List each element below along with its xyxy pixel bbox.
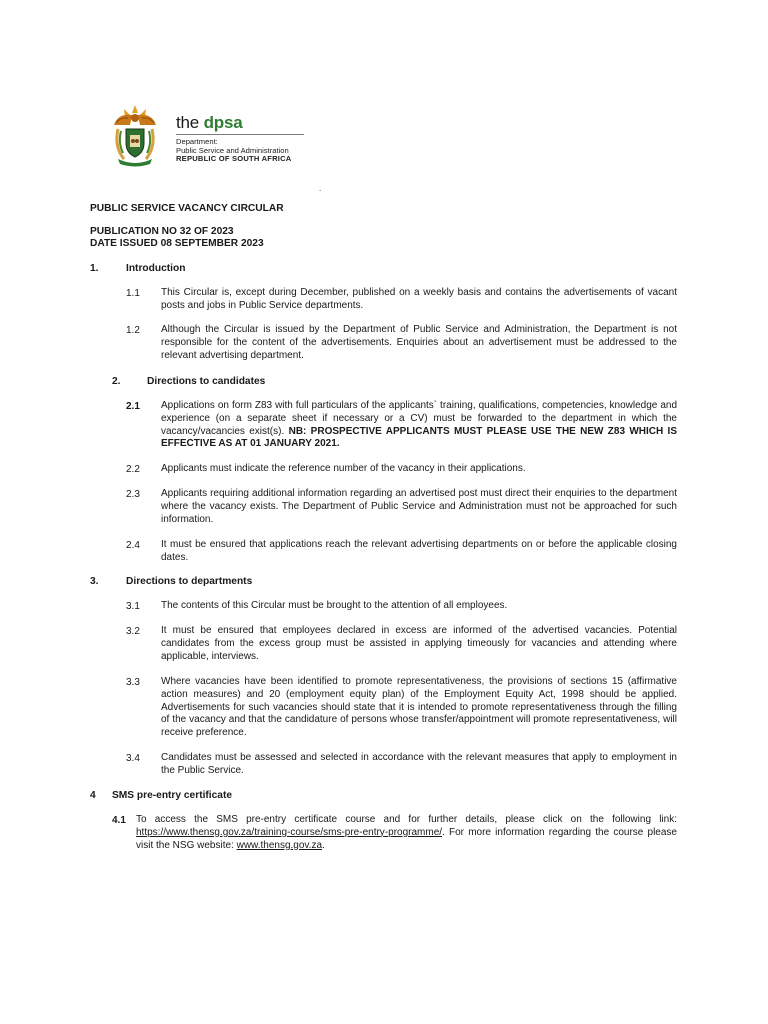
item-4-1-number: 4.1: [112, 815, 126, 826]
item-2-1-number: 2.1: [126, 401, 140, 412]
item-3-4-text: Candidates must be assessed and selected in accordance with the relevant measures that apply to employment in the Public Service.: [161, 752, 677, 776]
section-3-number: 3.: [90, 576, 99, 587]
publication-number: PUBLICATION NO 32 OF 2023: [90, 226, 234, 237]
department-name: [176, 138, 291, 164]
item-1-2-text: Although the Circular is issued by the Department of Public Service and Administration, the Department is not responsible for the content of the advertisements. Enquiries about an advertisement must be addressed to the relevant advertising department.: [161, 324, 677, 361]
item-3-3-number: 3.3: [126, 677, 140, 688]
brand-divider: [176, 134, 304, 135]
item-2-2-number: 2.2: [126, 464, 140, 475]
item-3-3-text: Where vacancies have been identified to promote representativeness, the provisions of sections 15 (affirmative action measures) and 20 (employment equity plan) of the Employment Equity Act, 1998 should be applied. Advertisements for such vacancies should state that it is intended to promote representativeness through the filling of the vacancy and that the candidature of persons whose transfer/appointment will promote representativeness, will receive preference.: [161, 676, 677, 739]
brand-name: [176, 113, 242, 133]
item-3-1-text: The contents of this Circular must be brought to the attention of all employees.: [161, 600, 508, 611]
section-2-title: Directions to candidates: [147, 376, 266, 387]
item-4-1-text: [136, 814, 677, 852]
stray-dot: .: [319, 184, 322, 193]
item-2-4-number: 2.4: [126, 540, 140, 551]
nsg-website-link[interactable]: www.thensg.gov.za: [236, 839, 323, 851]
item-4-1-lead: To access the SMS pre-entry certificate course and for further details, please click on the following link:: [136, 814, 677, 825]
item-2-1-body: Applications on form Z83 with full particulars of the applicants` training, qualifications, competencies, knowledge and experience (on a separate sheet if necessary or a CV) must be forwarded to the department in which the vacancy/vacancies exist(s).: [161, 400, 677, 437]
item-4-1-middle: . For more information regarding the course please visit the NSG website:: [136, 826, 677, 851]
circular-title: PUBLIC SERVICE VACANCY CIRCULAR: [90, 203, 284, 214]
brand-the: the: [176, 113, 200, 132]
sms-course-link[interactable]: https://www.thensg.gov.za/training-course/sms-pre-entry-programme/: [136, 826, 443, 838]
item-2-4-text: It must be ensured that applications reach the relevant advertising departments on or before the applicable closing dates.: [161, 539, 677, 563]
item-2-1-text: [161, 400, 677, 451]
section-3-title: Directions to departments: [126, 576, 253, 587]
item-1-1-text: This Circular is, except during December, published on a weekly basis and contains the advertisements of vacant posts and jobs in Public Service departments.: [161, 287, 677, 311]
date-issued: DATE ISSUED 08 SEPTEMBER 2023: [90, 238, 264, 249]
section-2-number: 2.: [112, 376, 121, 387]
coat-of-arms-icon: [110, 103, 160, 167]
dept-line-3: REPUBLIC OF SOUTH AFRICA: [176, 154, 292, 164]
section-1-title: Introduction: [126, 263, 186, 274]
item-3-2-text: It must be ensured that employees declared in excess are informed of the advertised vacancies. Potential candidates from the excess group must be assisted in applying timeously for vacancies and attending where applicable, interviews.: [161, 625, 677, 662]
item-3-4-number: 3.4: [126, 753, 140, 764]
dept-line-1: Department:: [176, 137, 218, 146]
dept-line-2: Public Service and Administration: [176, 145, 289, 155]
item-3-1-number: 3.1: [126, 601, 140, 612]
item-2-3-text: Applicants requiring additional information regarding an advertised post must direct their enquiries to the department where the vacancy exists. The Department of Public Service and Administration must not be approached for such information.: [161, 488, 677, 525]
section-4-number: 4: [90, 790, 96, 801]
item-1-2-number: 1.2: [126, 325, 140, 336]
item-2-3-number: 2.3: [126, 489, 140, 500]
item-4-1-end: .: [322, 839, 325, 851]
item-2-2-text: Applicants must indicate the reference number of the vacancy in their applications.: [161, 463, 526, 474]
item-3-2-number: 3.2: [126, 626, 140, 637]
section-4-title: SMS pre-entry certificate: [112, 790, 233, 801]
dpsa-logo: [108, 103, 308, 167]
brand-dpsa: dpsa: [203, 113, 243, 132]
section-1-number: 1.: [90, 263, 99, 274]
item-2-1-notice: NB: PROSPECTIVE APPLICANTS MUST PLEASE USE THE NEW Z83 WHICH IS EFFECTIVE AS AT 01 JANUARY 2021.: [161, 425, 678, 450]
item-1-1-number: 1.1: [126, 288, 140, 299]
